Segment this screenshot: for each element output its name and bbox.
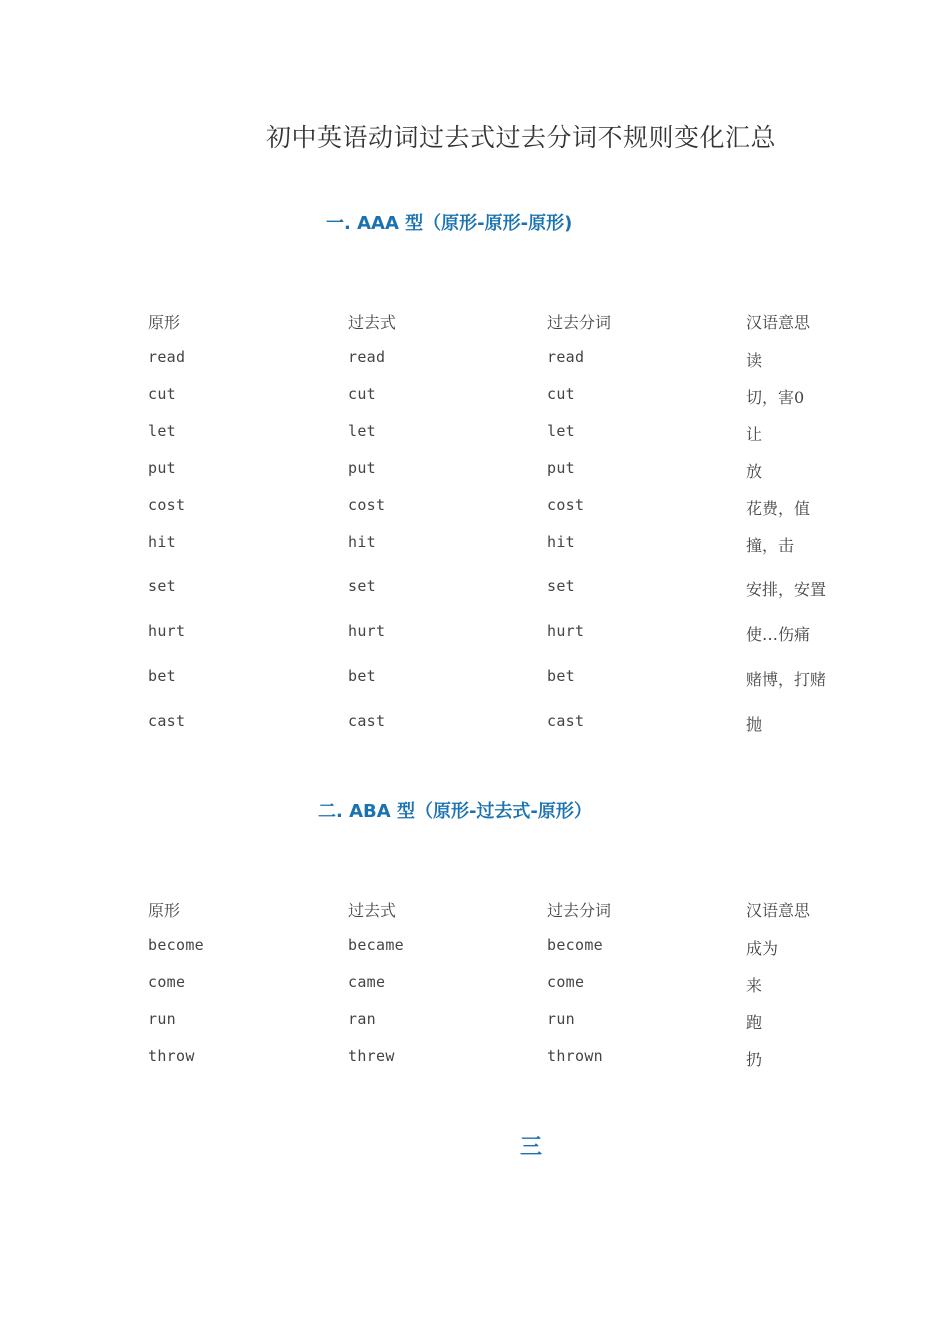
- table-row: [148, 348, 908, 385]
- cell-base: cast: [148, 712, 186, 730]
- cell-meaning: 撞，击: [746, 536, 795, 555]
- cell-base: run: [148, 1010, 176, 1028]
- cell-base: come: [148, 973, 186, 991]
- column-header-meaning: 汉语意思: [746, 901, 811, 920]
- cell-past: let: [348, 422, 376, 440]
- cell-participle: run: [547, 1010, 575, 1028]
- cell-past: threw: [348, 1047, 395, 1065]
- table-row: [148, 459, 908, 496]
- table-row: [148, 577, 908, 622]
- cell-participle: put: [547, 459, 575, 477]
- cell-past: became: [348, 936, 404, 954]
- cell-participle: cut: [547, 385, 575, 403]
- column-header-meaning: 汉语意思: [746, 313, 811, 332]
- column-header-participle: 过去分词: [547, 313, 612, 332]
- cell-participle: cast: [547, 712, 585, 730]
- cell-base: read: [148, 348, 186, 366]
- table-row: [148, 1010, 908, 1047]
- cell-base: cost: [148, 496, 186, 514]
- cell-past: read: [348, 348, 386, 366]
- cell-past: ran: [348, 1010, 376, 1028]
- cell-past: came: [348, 973, 386, 991]
- column-header-base: 原形: [148, 313, 181, 332]
- section-heading-next: 三: [520, 1135, 543, 1160]
- cell-meaning: 读: [746, 351, 763, 370]
- cell-participle: set: [547, 577, 575, 595]
- cell-past: bet: [348, 667, 376, 685]
- cell-meaning: 使…伤痛: [746, 625, 811, 644]
- cell-participle: cost: [547, 496, 585, 514]
- cell-base: put: [148, 459, 176, 477]
- cell-past: hit: [348, 533, 376, 551]
- cell-meaning: 成为: [746, 939, 779, 958]
- table-row: [148, 712, 908, 749]
- cell-base: become: [148, 936, 204, 954]
- cell-meaning: 花费，值: [746, 499, 811, 518]
- cell-past: set: [348, 577, 376, 595]
- table-row: [148, 533, 908, 577]
- table-row: [148, 385, 908, 422]
- cell-meaning: 放: [746, 462, 763, 481]
- column-header-past: 过去式: [348, 313, 397, 332]
- cell-participle: read: [547, 348, 585, 366]
- cell-past: cast: [348, 712, 386, 730]
- cell-meaning: 赌博，打赌: [746, 670, 827, 689]
- table-row: [148, 422, 908, 459]
- cell-meaning: 切，害0: [746, 388, 805, 407]
- cell-past: cost: [348, 496, 386, 514]
- cell-past: cut: [348, 385, 376, 403]
- table-row: [148, 973, 908, 1010]
- page-title: 初中英语动词过去式过去分词不规则变化汇总: [266, 123, 777, 152]
- cell-meaning: 安排，安置: [746, 580, 827, 599]
- cell-participle: hit: [547, 533, 575, 551]
- cell-past: hurt: [348, 622, 386, 640]
- cell-meaning: 让: [746, 425, 763, 444]
- cell-participle: let: [547, 422, 575, 440]
- column-header-past: 过去式: [348, 901, 397, 920]
- cell-base: bet: [148, 667, 176, 685]
- table-row: [148, 622, 908, 667]
- table-row: [148, 496, 908, 533]
- table-header-row: [148, 310, 908, 348]
- cell-base: cut: [148, 385, 176, 403]
- cell-participle: bet: [547, 667, 575, 685]
- cell-participle: become: [547, 936, 603, 954]
- section-heading-aaa: 一. AAA 型（原形-原形-原形): [326, 213, 573, 234]
- cell-base: throw: [148, 1047, 195, 1065]
- cell-base: set: [148, 577, 176, 595]
- cell-base: hit: [148, 533, 176, 551]
- table-row: [148, 1047, 908, 1084]
- column-header-base: 原形: [148, 901, 181, 920]
- table-row: [148, 667, 908, 712]
- table-row: [148, 936, 908, 973]
- cell-base: hurt: [148, 622, 186, 640]
- verb-table-aba: [148, 898, 908, 1084]
- cell-participle: thrown: [547, 1047, 603, 1065]
- cell-past: put: [348, 459, 376, 477]
- verb-table-aaa: [148, 310, 908, 749]
- cell-meaning: 扔: [746, 1050, 763, 1069]
- cell-participle: hurt: [547, 622, 585, 640]
- section-heading-aba: 二. ABA 型（原形-过去式-原形）: [318, 801, 592, 822]
- cell-meaning: 来: [746, 976, 763, 995]
- column-header-participle: 过去分词: [547, 901, 612, 920]
- cell-meaning: 抛: [746, 715, 763, 734]
- cell-meaning: 跑: [746, 1013, 763, 1032]
- table-header-row: [148, 898, 908, 936]
- cell-participle: come: [547, 973, 585, 991]
- cell-base: let: [148, 422, 176, 440]
